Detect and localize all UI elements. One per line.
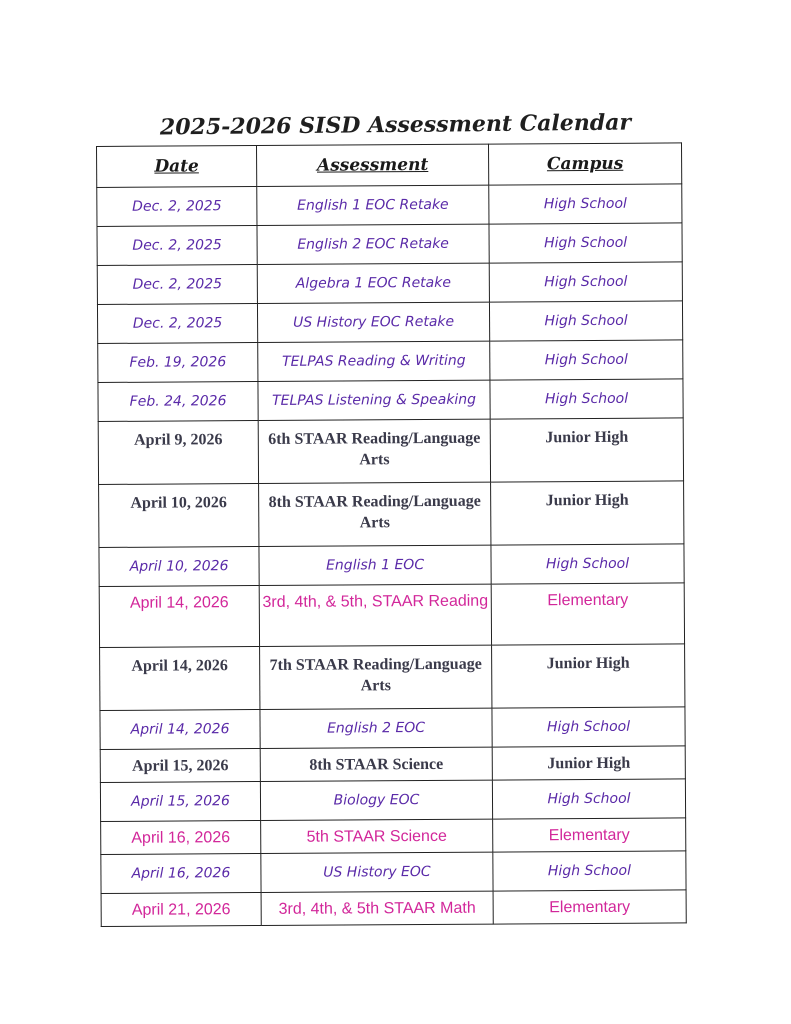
row-date: Dec. 2, 2025 [97, 187, 257, 227]
row-date: Feb. 24, 2026 [98, 382, 258, 422]
row-campus: Elementary [491, 583, 684, 645]
row-assessment: 5th STAAR Science [261, 819, 493, 853]
row-campus: Junior High [492, 644, 685, 708]
table-header-row [97, 143, 682, 188]
row-assessment: 8th STAAR Science [260, 747, 492, 781]
table-row [100, 707, 685, 750]
row-assessment: TELPAS Listening & Speaking [258, 380, 490, 420]
row-assessment: English 1 EOC [259, 545, 491, 585]
row-campus: Junior High [491, 481, 684, 545]
row-assessment: English 1 EOC Retake [257, 185, 489, 225]
row-date: April 15, 2026 [100, 782, 260, 822]
row-assessment: 3rd, 4th, & 5th STAAR Math [261, 891, 493, 925]
row-date: April 15, 2026 [100, 749, 260, 783]
row-date: Dec. 2, 2025 [97, 265, 257, 305]
table-row [101, 851, 686, 894]
table-row [101, 890, 686, 927]
header-campus: Campus [488, 143, 681, 185]
row-campus: Junior High [492, 746, 685, 780]
row-date: April 14, 2026 [100, 647, 260, 711]
row-assessment: English 2 EOC [260, 708, 492, 748]
row-date: Dec. 2, 2025 [97, 304, 257, 344]
row-campus: High School [489, 184, 682, 224]
row-date: Dec. 2, 2025 [97, 226, 257, 266]
row-assessment: US History EOC [261, 852, 493, 892]
table-row [100, 644, 685, 711]
row-assessment: Algebra 1 EOC Retake [257, 263, 489, 303]
row-date: April 14, 2026 [100, 710, 260, 750]
table-row [97, 223, 682, 266]
row-assessment: TELPAS Reading & Writing [258, 341, 490, 381]
row-campus: High School [490, 379, 683, 419]
row-assessment: Biology EOC [260, 780, 492, 820]
table-row [99, 583, 684, 648]
row-assessment: 3rd, 4th, & 5th, STAAR Reading [259, 584, 491, 646]
row-date: April 14, 2026 [99, 586, 259, 648]
row-campus: High School [492, 707, 685, 747]
row-assessment: 6th STAAR Reading/Language Arts [258, 419, 490, 483]
row-campus: Elementary [493, 890, 686, 924]
row-campus: Junior High [490, 418, 683, 482]
row-campus: High School [491, 544, 684, 584]
table-row [97, 184, 682, 227]
header-date: Date [97, 146, 257, 188]
table-row [100, 779, 685, 822]
row-date: April 21, 2026 [101, 893, 261, 927]
table-row [99, 544, 684, 587]
row-date: April 16, 2026 [101, 854, 261, 894]
row-assessment: 7th STAAR Reading/Language Arts [260, 645, 492, 709]
row-campus: Elementary [493, 818, 686, 852]
row-date: Feb. 19, 2026 [98, 343, 258, 383]
table-row [98, 418, 683, 485]
table-row [99, 481, 684, 548]
row-date: April 10, 2026 [99, 547, 259, 587]
header-assessment: Assessment [257, 144, 489, 186]
row-campus: High School [489, 262, 682, 302]
row-campus: High School [492, 779, 685, 819]
table-row [101, 818, 686, 855]
table-row [97, 262, 682, 305]
row-campus: High School [490, 340, 683, 380]
row-assessment: 8th STAAR Reading/Language Arts [259, 482, 491, 546]
table-row [97, 301, 682, 344]
assessment-table [96, 142, 687, 927]
page-title: 2025-2026 SISD Assessment Calendar [159, 109, 632, 141]
row-assessment: English 2 EOC Retake [257, 224, 489, 264]
table-row [98, 379, 683, 422]
row-campus: High School [489, 223, 682, 263]
row-date: April 9, 2026 [98, 421, 258, 485]
row-campus: High School [493, 851, 686, 891]
row-date: April 16, 2026 [101, 821, 261, 855]
row-assessment: US History EOC Retake [257, 302, 489, 342]
table-row [100, 746, 685, 783]
table-row [98, 340, 683, 383]
row-campus: High School [489, 301, 682, 341]
row-date: April 10, 2026 [99, 484, 259, 548]
